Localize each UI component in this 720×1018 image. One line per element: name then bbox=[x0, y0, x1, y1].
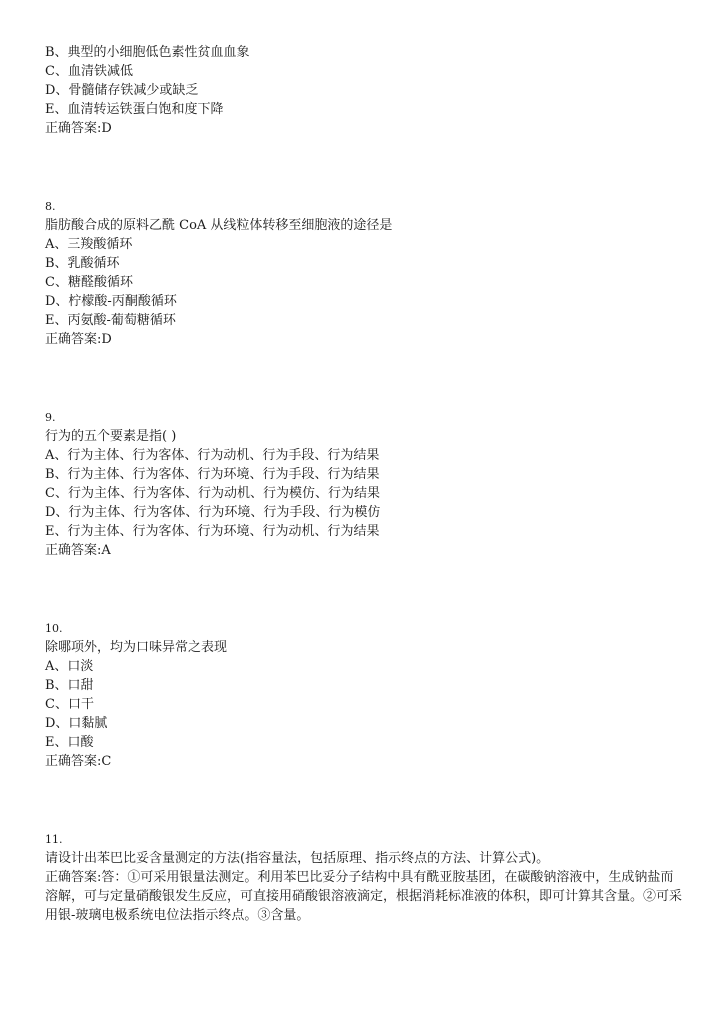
option-b: B、典型的小细胞低色素性贫血血象 bbox=[45, 45, 250, 60]
question-number: 8. bbox=[45, 200, 56, 213]
option-c: C、糖醛酸循环 bbox=[45, 275, 133, 290]
spacer bbox=[45, 560, 685, 619]
option-b: B、乳酸循环 bbox=[45, 256, 120, 271]
question-stem: 除哪项外，均为口味异常之表现 bbox=[45, 640, 228, 655]
option-d: D、口黏腻 bbox=[45, 716, 108, 731]
option-a: A、行为主体、行为客体、行为动机、行为手段、行为结果 bbox=[45, 448, 380, 463]
spacer bbox=[45, 138, 685, 197]
option-e: E、丙氨酸-葡萄糖循环 bbox=[45, 313, 176, 328]
answer: 正确答案:C bbox=[45, 754, 112, 769]
option-b: B、行为主体、行为客体、行为环境、行为手段、行为结果 bbox=[45, 467, 380, 482]
option-e: E、血清转运铁蛋白饱和度下降 bbox=[45, 102, 224, 117]
option-a: A、三羧酸循环 bbox=[45, 237, 133, 252]
option-b: B、口甜 bbox=[45, 678, 94, 693]
option-e: E、行为主体、行为客体、行为环境、行为动机、行为结果 bbox=[45, 524, 380, 539]
question-10 bbox=[45, 619, 685, 771]
question-stem: 请设计出苯巴比妥含量测定的方法(指容量法，包括原理、指示终点的方法、计算公式)。 bbox=[45, 851, 550, 866]
question-stem: 行为的五个要素是指( ) bbox=[45, 429, 177, 444]
question-11 bbox=[45, 830, 685, 925]
question-number: 10. bbox=[45, 622, 63, 635]
question-partial bbox=[45, 43, 685, 138]
spacer bbox=[45, 771, 685, 830]
question-9 bbox=[45, 408, 685, 560]
question-number: 11. bbox=[45, 833, 63, 846]
option-d: D、骨髓储存铁减少或缺乏 bbox=[45, 83, 199, 98]
option-d: D、行为主体、行为客体、行为环境、行为手段、行为模仿 bbox=[45, 505, 381, 520]
option-a: A、口淡 bbox=[45, 659, 94, 674]
question-number: 9. bbox=[45, 411, 56, 424]
spacer bbox=[45, 349, 685, 408]
answer: 正确答案:答：①可采用银量法测定。利用苯巴比妥分子结构中具有酰亚胺基团，在碳酸钠溶液中，生成钠盐而溶解，可与定量硝酸银发生反应，可直接用硝酸银溶液滴定，根据消耗标准液的体积，即可计算其含量。②可采用银-玻璃电极系统电位法指示终点。③含量。 bbox=[45, 870, 683, 923]
document-page bbox=[45, 43, 685, 925]
answer: 正确答案:A bbox=[45, 543, 111, 558]
option-c: C、行为主体、行为客体、行为动机、行为模仿、行为结果 bbox=[45, 486, 380, 501]
option-c: C、口干 bbox=[45, 697, 94, 712]
option-e: E、口酸 bbox=[45, 735, 94, 750]
answer: 正确答案:D bbox=[45, 332, 112, 347]
question-stem: 脂肪酸合成的原料乙酰 CoA 从线粒体转移至细胞液的途径是 bbox=[45, 218, 393, 233]
answer: 正确答案:D bbox=[45, 121, 112, 136]
question-8 bbox=[45, 197, 685, 349]
option-d: D、柠檬酸-丙酮酸循环 bbox=[45, 294, 177, 309]
option-c: C、血清铁减低 bbox=[45, 64, 133, 79]
